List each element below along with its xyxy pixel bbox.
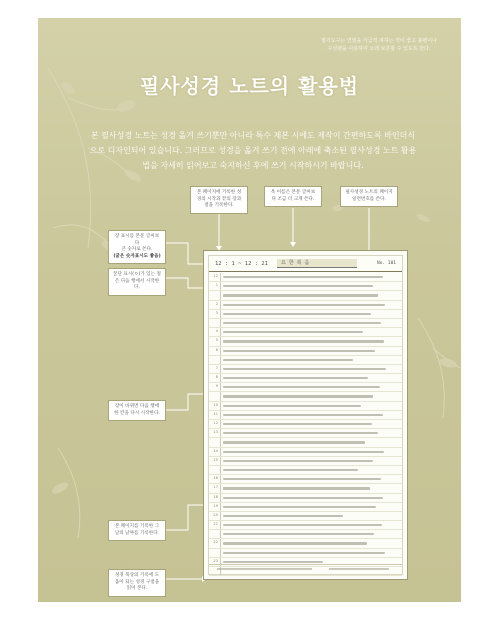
notebook-line	[209, 337, 402, 346]
notebook-footer	[209, 564, 402, 574]
verse-number: 15	[213, 457, 218, 462]
margin-rule	[220, 282, 221, 290]
verse-number: 21	[213, 522, 218, 527]
book-page	[38, 18, 461, 602]
notebook-page-no	[377, 261, 396, 266]
margin-rule	[220, 512, 221, 520]
notebook-chapter-reference: 12 : 1 ~ 12 : 21	[215, 261, 268, 267]
notebook-line	[209, 383, 402, 392]
handwritten-text-line	[223, 331, 363, 333]
margin-rule	[220, 429, 221, 437]
handwritten-text-line	[223, 497, 383, 499]
margin-rule	[220, 310, 221, 318]
handwritten-text-line	[223, 414, 383, 416]
handwritten-text-line	[223, 478, 381, 480]
margin-rule	[220, 291, 221, 299]
notebook-line	[209, 374, 402, 383]
handwritten-text-line	[223, 524, 382, 526]
margin-rule	[220, 402, 221, 410]
handwritten-text-line	[223, 359, 353, 361]
verse-number: 12	[213, 274, 218, 278]
verse-number: 4	[215, 329, 218, 334]
margin-rule	[220, 337, 221, 345]
notebook-line	[209, 530, 402, 539]
handwritten-text-line	[223, 432, 378, 434]
margin-rule	[220, 466, 221, 474]
handwritten-text-line	[223, 469, 358, 471]
notebook-line	[209, 475, 402, 484]
notebook-line	[209, 466, 402, 475]
notebook-line	[209, 484, 402, 493]
callout-date: 본 페이지를 기록한 그 날의 날짜를 기록한다.	[108, 520, 166, 541]
notebook-lines	[209, 273, 402, 564]
margin-rule	[220, 484, 221, 492]
callout-new-chapter: 장이 바뀌면 다음 행에 한 칸을 다시 시작한다.	[108, 400, 166, 421]
margin-rule	[220, 438, 221, 446]
callout-book-name: 옥 이름은 본문 글씨보다 조금 더 크게 쓴다.	[264, 186, 322, 207]
notebook-line	[209, 273, 402, 282]
verse-number: 20	[213, 512, 218, 517]
handwritten-text-line	[223, 552, 385, 554]
margin-rule	[220, 374, 221, 382]
handwritten-text-line	[223, 441, 365, 443]
verse-number: 22	[213, 540, 218, 545]
margin-rule	[220, 530, 221, 538]
margin-rule	[220, 328, 221, 336]
handwritten-text-line	[223, 423, 372, 425]
handwritten-text-line	[223, 322, 381, 324]
notebook-line	[209, 429, 402, 438]
margin-rule	[220, 420, 221, 428]
handwritten-text-line	[223, 276, 383, 278]
handwritten-text-line	[223, 487, 370, 489]
callout-chapter-mark-bold: (굵은 숫자표시도 좋음)	[113, 253, 161, 259]
handwritten-text-line	[223, 285, 373, 287]
verse-number: 14	[213, 448, 218, 453]
notebook-header	[209, 256, 402, 272]
notebook-no-label: No.	[377, 261, 386, 266]
handwritten-text-line	[223, 304, 385, 306]
handwritten-text-line	[223, 460, 373, 462]
verse-number: 9	[215, 384, 218, 389]
margin-rule	[220, 273, 221, 281]
notebook-line	[209, 521, 402, 530]
notebook-line	[209, 392, 402, 401]
margin-rule	[220, 457, 221, 465]
verse-number: 8	[215, 375, 218, 380]
notebook-line	[209, 356, 402, 365]
margin-rule	[220, 411, 221, 419]
handwritten-text-line	[223, 451, 384, 453]
margin-rule	[220, 448, 221, 456]
handwritten-text-line	[223, 533, 374, 535]
margin-rule	[220, 521, 221, 529]
notebook-line	[209, 282, 402, 291]
verse-number: 19	[213, 503, 218, 508]
verse-number: 16	[213, 476, 218, 481]
notebook-line	[209, 457, 402, 466]
notebook-line	[209, 328, 402, 337]
margin-rule	[220, 503, 221, 511]
notebook-line	[209, 319, 402, 328]
notebook-line	[209, 347, 402, 356]
footer-date-line	[329, 568, 389, 570]
margin-rule	[220, 356, 221, 364]
notebook-line	[209, 503, 402, 512]
handwritten-text-line	[223, 368, 386, 370]
notebook-line	[209, 310, 402, 319]
notebook-no-value: 101	[387, 261, 396, 266]
margin-rule	[220, 365, 221, 373]
handwritten-text-line	[223, 542, 367, 544]
margin-rule	[220, 383, 221, 391]
footer-verse-line	[217, 568, 312, 570]
handwritten-text-line	[223, 340, 384, 342]
callout-page-number: 필사성경 노트의 페이지 일련번호를 쓴다.	[340, 186, 398, 207]
intro-paragraph: 본 필사성경 노트는 성경 옮겨 쓰기뿐만 아니라 특수 제본 시에도 제작이 간편하도록 바인더식으로 디자인되어 있습니다. 그러므로 성경을 옮겨 쓰기 전에 아래에 축소된 필사성경 노트 활용법을 자세히 읽어보고 숙지하신 후에 쓰기 시작하시기 바랍니다.	[89, 131, 417, 170]
notebook-line	[209, 420, 402, 429]
notebook-inner-frame	[208, 255, 403, 575]
notebook-line	[209, 301, 402, 310]
handwritten-text-line	[223, 395, 373, 397]
verse-number: 7	[215, 365, 218, 370]
verse-number: 23	[213, 558, 218, 563]
handwritten-text-line	[223, 515, 343, 517]
verse-number: 18	[213, 494, 218, 499]
margin-rule	[220, 392, 221, 400]
notebook-line	[209, 291, 402, 300]
notebook-line	[209, 365, 402, 374]
margin-rule	[220, 475, 221, 483]
notebook-book-title: 요 한 복 음	[277, 259, 357, 268]
callout-chapter-range: 본 페이지에 기록한 성경의 시작과 끝의 장과 절을 기록한다.	[190, 186, 248, 214]
verse-number: 1	[215, 283, 218, 288]
notebook-line	[209, 402, 402, 411]
verse-number: 11	[213, 411, 218, 416]
verse-number: 5	[215, 338, 218, 343]
notebook-line	[209, 539, 402, 548]
handwritten-text-line	[223, 386, 380, 388]
margin-rule	[220, 347, 221, 355]
callout-chapter-mark-line1: 장 표시를 본문 글씨보다	[114, 234, 160, 246]
verse-number: 12	[213, 421, 218, 425]
callout-meditation: 성경 묵상의 기록에 도움이 되는 성경 구절을 읽어 본다.	[108, 569, 166, 597]
verse-number: 10	[213, 402, 218, 407]
notebook-line	[209, 549, 402, 558]
notebook-line	[209, 512, 402, 521]
verse-number: 13	[213, 430, 218, 435]
verse-number: 3	[215, 310, 218, 315]
margin-rule	[220, 494, 221, 502]
handwritten-text-line	[223, 561, 323, 563]
notebook-line	[209, 411, 402, 420]
callout-chapter-mark	[108, 230, 166, 264]
callout-chapter-mark-line2: 큰 숫자로 쓴다.	[121, 247, 153, 252]
writing-tool-note: 필기도구는 연필을 가급적 피하는 것이 좋고 볼펜이나 수성펜을 사용하여 오래 보존할 수 있도록 한다.	[321, 38, 437, 52]
handwritten-text-line	[223, 294, 378, 296]
handwritten-text-line	[223, 405, 361, 407]
handwritten-text-line	[223, 377, 368, 379]
handwritten-text-line	[223, 313, 371, 315]
callout-paragraph-mark: 꿀단 표시(ㅇ)가 있는 절은 다음 행에서 시작한다.	[108, 268, 166, 296]
handwritten-text-line	[223, 506, 376, 508]
notebook-line	[209, 438, 402, 447]
page-title: 필사성경 노트의 활용법	[139, 74, 360, 98]
margin-rule	[220, 319, 221, 327]
verse-number: 17	[213, 485, 218, 490]
verse-number: 6	[215, 347, 218, 352]
notebook-line	[209, 494, 402, 503]
verse-number: 2	[215, 301, 218, 306]
notebook-sample-page	[203, 250, 408, 580]
margin-rule	[220, 549, 221, 557]
handwritten-text-line	[223, 350, 375, 352]
margin-rule	[220, 539, 221, 547]
margin-rule	[220, 301, 221, 309]
notebook-line	[209, 448, 402, 457]
